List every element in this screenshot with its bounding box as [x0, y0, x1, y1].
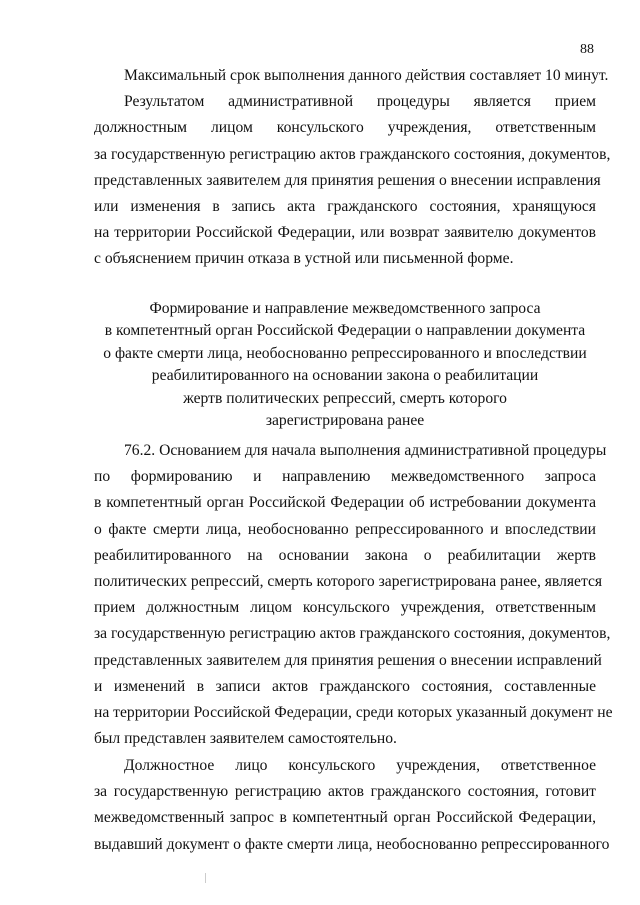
heading-line: жертв политических репрессий, смерть которого	[183, 389, 507, 407]
paragraph-block-2	[94, 438, 613, 752]
text-line: на территории Российской Федерации, или возврат заявителю документов	[94, 224, 596, 242]
text-line: Должностное лицо консульского учреждения, ответственное	[124, 757, 596, 774]
text-line: прием должностным лицом консульского учреждения, ответственным	[94, 599, 596, 617]
text-line: представленных заявителем для принятия решения о внесении исправления	[94, 171, 601, 189]
paragraph-block-1	[94, 63, 611, 273]
text-line: или изменения в запись акта гражданского состояния, хранящуюся	[94, 198, 596, 216]
text-line: за государственную регистрацию актов гражданского состояния, готовит	[94, 783, 596, 801]
text-line: на территории Российской Федерации, среди которых указанный документ не	[94, 704, 613, 722]
text-line: за государственную регистрацию актов гражданского состояния, документов,	[94, 625, 611, 643]
text-line: 76.2. Основанием для начала выполнения административной процедуры	[124, 442, 607, 459]
page-number: 88	[580, 42, 594, 57]
text-line: Максимальный срок выполнения данного действия составляет 10 минут.	[124, 67, 609, 84]
heading-line: в компетентный орган Российской Федерации о направлении документа	[104, 322, 586, 340]
text-line: реабилитированного на основании закона о реабилитации жертв	[94, 546, 596, 564]
section-heading	[94, 298, 596, 432]
text-line: за государственную регистрацию актов гражданского состояния, документов,	[94, 145, 611, 163]
heading-line: о факте смерти лица, необоснованно репрессированного и впоследствии	[103, 344, 587, 362]
text-line: межведомственный запрос в компетентный орган Российской Федерации,	[94, 809, 596, 827]
text-line: с объяснением причин отказа в устной или письменной форме.	[94, 250, 514, 268]
text-line: по формированию и направлению межведомственного запроса	[94, 468, 596, 486]
text-line: политических репрессий, смерть которого зарегистрирована ранее, является	[94, 573, 603, 591]
text-line: в компетентный орган Российской Федерации об истребовании документа	[94, 494, 596, 512]
heading-line: Формирование и направление межведомственного запроса	[149, 300, 541, 317]
text-line: Результатом административной процедуры является прием	[124, 93, 596, 111]
text-line: представленных заявителем для принятия решения о внесении исправлений	[94, 651, 602, 669]
text-line: и изменений в записи актов гражданского состояния, составленные	[94, 677, 596, 695]
text-line: должностным лицом консульского учреждения, ответственным	[94, 119, 596, 137]
heading-line: реабилитированного на основании закона о реабилитации	[151, 367, 539, 385]
text-line: выдавший документ о факте смерти лица, необоснованно репрессированного	[94, 835, 610, 853]
scan-mark	[205, 873, 206, 883]
text-line: о факте смерти лица, необоснованно репрессированного и впоследствии	[94, 520, 596, 538]
heading-line: зарегистрирована ранее	[265, 412, 425, 430]
paragraph-block-3	[94, 753, 610, 858]
text-line: был представлен заявителем самостоятельно.	[94, 730, 397, 748]
